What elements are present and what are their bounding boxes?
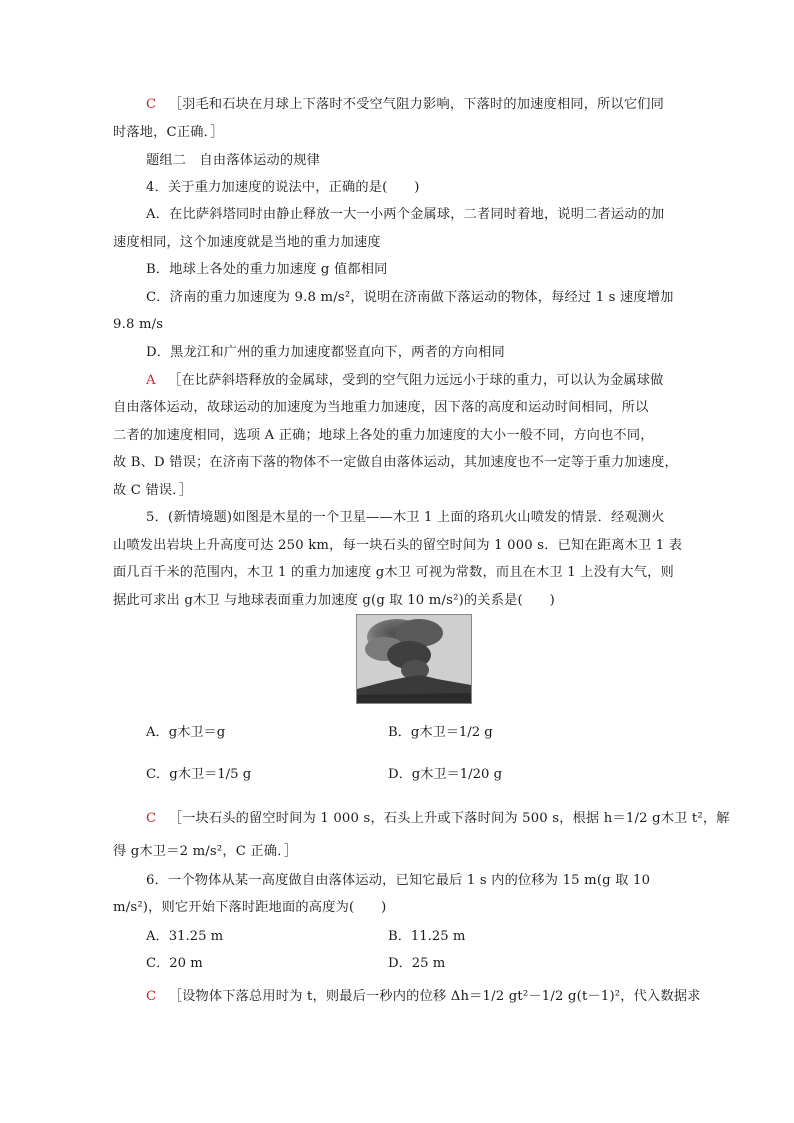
explanation-text: ［在比萨斜塔释放的金属球，受到的空气阻力远远小于球的重力，可以认为金属球做 — [168, 373, 664, 388]
question-5-stem: 5．(新情境题)如图是木星的一个卫星——木卫 1 上面的珞玑火山喷发的情景．经观测火 — [146, 510, 665, 525]
question-5-stem: 面几百千米的范围内，木卫 1 的重力加速度 g木卫 可视为常数，而且在木卫 1 上没有大气，则 — [113, 565, 674, 580]
answer-line-4 — [146, 374, 663, 387]
section-heading: 题组二 自由落体运动的规律 — [146, 153, 321, 168]
q5-option-c: C．g木卫＝1/5 g — [146, 767, 252, 782]
q5-option-b: B．g木卫＝1/2 g — [388, 725, 493, 740]
option-a-text: A．在比萨斜塔同时由静止释放一大一小两个金属球，二者同时着地，说明二者运动的加 — [146, 207, 665, 222]
q5-option-d: D．g木卫＝1/20 g — [388, 767, 503, 782]
explanation-text: 故 C 错误．］ — [113, 483, 193, 498]
option-b-text: B．地球上各处的重力加速度 g 值都相同 — [146, 262, 388, 277]
option-c-text: 9.8 m/s — [113, 317, 164, 332]
answer-letter: A — [146, 373, 156, 388]
explanation-text: ［一块石头的留空时间为 1 000 s，石头上升或下落时间为 500 s，根据 h＝1/2 g木卫 t²，解 — [168, 811, 730, 826]
answer-letter: C — [146, 97, 157, 112]
question-6-stem: m/s²)，则它开始下落时距地面的高度为( ) — [113, 900, 387, 915]
explanation-text: 得 g木卫＝2 m/s²，C 正确．］ — [113, 844, 298, 859]
answer-line-5 — [146, 812, 730, 825]
answer-letter: C — [146, 811, 157, 826]
answer-letter: C — [146, 989, 157, 1004]
question-5-stem: 据此可求出 g木卫 与地球表面重力加速度 g(g 取 10 m/s²)的关系是( ) — [113, 593, 555, 608]
q6-option-d: D．25 m — [388, 956, 446, 971]
explanation-text: 自由落体运动，故球运动的加速度为当地重力加速度，因下落的高度和运动时间相同，所以 — [113, 400, 649, 415]
option-a-text: 速度相同，这个加速度就是当地的重力加速度 — [113, 235, 381, 250]
answer-line-6 — [146, 990, 701, 1003]
q6-option-a: A．31.25 m — [146, 929, 224, 944]
explanation-text: 时落地，C正确．］ — [113, 125, 224, 140]
explanation-text: 故 B、D 错误；在济南下落的物体不一定做自由落体运动，其加速度也不一定等于重力加速度， — [113, 455, 678, 470]
answer-line-3 — [146, 98, 664, 111]
option-c-text: C．济南的重力加速度为 9.8 m/s²，说明在济南做下落运动的物体，每经过 1 s 速度增加 — [146, 290, 674, 305]
q5-option-a: A．g木卫＝g — [146, 725, 226, 740]
question-5-stem: 山喷发出岩块上升高度可达 250 km，每一块石头的留空时间为 1 000 s．已知在距离木卫 1 表 — [113, 538, 683, 553]
question-6-stem: 6．一个物体从某一高度做自由落体运动，已知它最后 1 s 内的位移为 15 m(g 取 10 — [146, 873, 651, 888]
question-4-stem: 4．关于重力加速度的说法中，正确的是( ) — [146, 180, 420, 195]
q6-option-b: B．11.25 m — [388, 929, 466, 944]
option-d-text: D．黑龙江和广州的重力加速度都竖直向下，两者的方向相同 — [146, 345, 505, 360]
explanation-text: ［设物体下落总用时为 t，则最后一秒内的位移 Δh＝1/2 gt²－1/2 g(t－1)²，代入数据求 — [168, 989, 701, 1004]
q6-option-c: C．20 m — [146, 956, 203, 971]
volcano-plume-icon — [357, 615, 471, 703]
explanation-text: 二者的加速度相同，选项 A 正确；地球上各处的重力加速度的大小一般不同，方向也不同， — [113, 428, 654, 443]
explanation-text: ［羽毛和石块在月球上下落时不受空气阻力影响，下落时的加速度相同，所以它们同 — [168, 97, 665, 112]
volcano-eruption-photo — [356, 614, 472, 704]
